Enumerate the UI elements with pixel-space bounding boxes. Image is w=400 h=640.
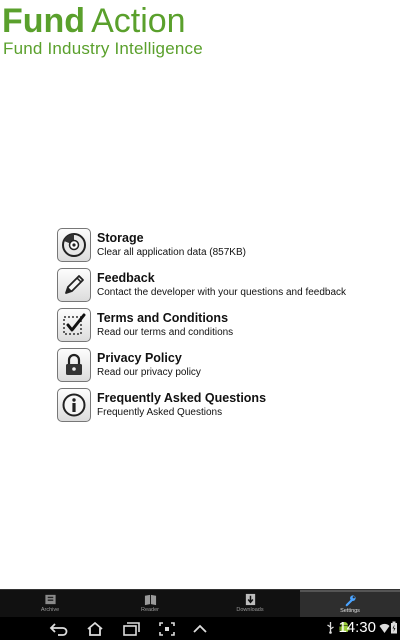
battery-icon xyxy=(390,621,398,639)
settings-item-subtitle: Clear all application data (857KB) xyxy=(97,247,246,258)
wrench-icon xyxy=(344,594,357,607)
archive-icon xyxy=(44,593,57,606)
tab-label: Reader xyxy=(140,607,160,613)
back-button[interactable] xyxy=(48,620,70,638)
screenshot-icon xyxy=(157,621,177,637)
brand-subtitle: Fund Industry Intelligence xyxy=(3,39,203,58)
settings-item-subtitle: Frequently Asked Questions xyxy=(97,407,223,418)
bottom-tab-bar xyxy=(0,589,400,617)
settings-item-terms[interactable] xyxy=(57,305,377,345)
system-nav-bar xyxy=(0,617,400,640)
settings-item-title: Terms and Conditions xyxy=(97,311,229,325)
brand-title-bold: Fund xyxy=(2,2,86,40)
chevron-up-icon xyxy=(190,621,210,637)
app-header xyxy=(2,2,203,59)
info-icon xyxy=(57,388,91,422)
tab-reader[interactable] xyxy=(100,590,200,617)
status-clock: 14:30 xyxy=(338,619,376,636)
settings-item-faq[interactable] xyxy=(57,385,377,425)
settings-item-storage[interactable] xyxy=(57,225,377,265)
usb-icon xyxy=(325,621,336,634)
tab-label: Settings xyxy=(340,608,360,614)
settings-item-subtitle: Read our terms and conditions xyxy=(97,327,234,338)
checkmark-icon xyxy=(57,308,91,342)
storage-disc-icon xyxy=(57,228,91,262)
tab-label: Downloads xyxy=(236,607,264,613)
settings-list xyxy=(57,225,377,425)
download-icon xyxy=(244,593,257,606)
pencil-icon xyxy=(57,268,91,302)
back-icon xyxy=(49,621,69,637)
brand-title xyxy=(2,2,203,40)
home-button[interactable] xyxy=(84,620,106,638)
settings-item-feedback[interactable] xyxy=(57,265,377,305)
home-icon xyxy=(85,621,105,637)
menu-up-button[interactable] xyxy=(189,620,211,638)
tab-settings[interactable] xyxy=(300,590,400,617)
settings-item-subtitle: Contact the developer with your questions and feedback xyxy=(97,287,347,298)
settings-item-privacy[interactable] xyxy=(57,345,377,385)
padlock-icon xyxy=(57,348,91,382)
recent-apps-button[interactable] xyxy=(120,620,142,638)
tab-archive[interactable] xyxy=(0,590,100,617)
brand-title-rest: Action xyxy=(91,2,186,40)
settings-item-title: Feedback xyxy=(97,271,155,285)
settings-item-subtitle: Read our privacy policy xyxy=(97,367,201,378)
book-icon xyxy=(144,593,157,606)
screenshot-button[interactable] xyxy=(156,620,178,638)
settings-item-title: Frequently Asked Questions xyxy=(97,391,267,405)
settings-item-title: Storage xyxy=(97,231,144,245)
settings-item-title: Privacy Policy xyxy=(97,351,182,365)
recent-apps-icon xyxy=(121,621,141,637)
tab-label: Archive xyxy=(40,607,60,613)
wifi-icon xyxy=(379,621,390,639)
tab-downloads[interactable] xyxy=(200,590,300,617)
